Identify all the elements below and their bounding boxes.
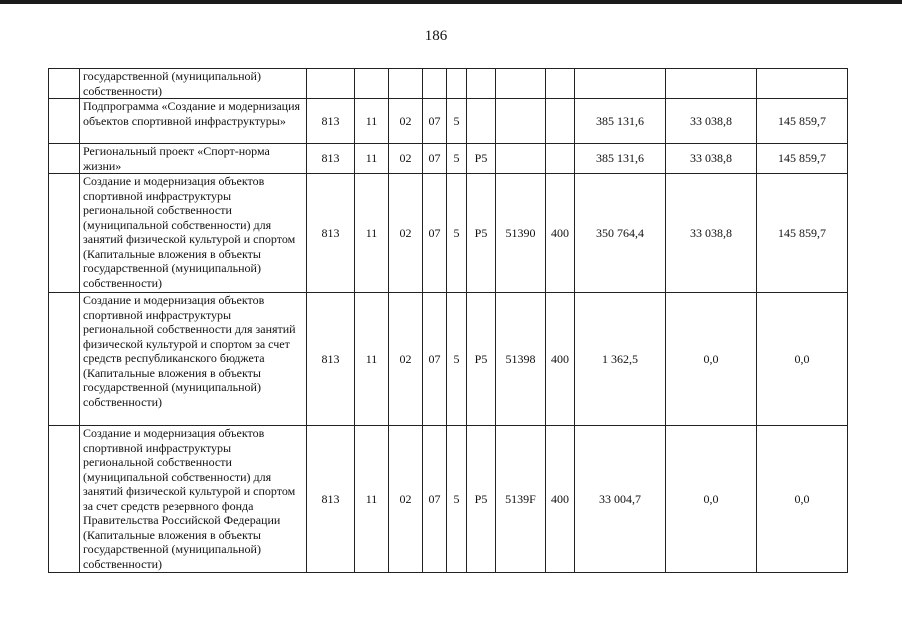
row-name: Подпрограмма «Создание и модернизация объектов спортивной инфраструктуры»: [80, 99, 307, 144]
row-name: Региональный проект «Спорт-норма жизни»: [80, 144, 307, 174]
pr-cell: 02: [389, 293, 423, 426]
gr-cell: 813: [307, 144, 355, 174]
sum2-cell: 0,0: [666, 426, 757, 573]
row-name: государственной (муниципальной) собственности): [80, 69, 307, 99]
page-number: 186: [424, 28, 448, 44]
rz-cell: 11: [355, 99, 389, 144]
table-row: [49, 293, 848, 426]
sum3-cell: 0,0: [757, 426, 848, 573]
row-name: Создание и модернизация объектов спортивной инфраструктуры региональной собственности для занятий физической культурой и спортом за счет средств республиканского бюджета (Капитальные вложения в объекты государственной (муниципальной) собственности): [80, 293, 307, 426]
sum3-cell: 145 859,7: [757, 99, 848, 144]
table-row: [49, 426, 848, 573]
blank-cell: [49, 293, 80, 426]
cs4-cell: 5139F: [496, 426, 546, 573]
sum2-cell: [666, 69, 757, 99]
cs1-cell: 07: [423, 293, 447, 426]
cs1-cell: 07: [423, 99, 447, 144]
vr-cell: [546, 144, 575, 174]
cs3-cell: P5: [467, 426, 496, 573]
cs1-cell: 07: [423, 174, 447, 293]
rz-cell: [355, 69, 389, 99]
pr-cell: [389, 69, 423, 99]
gr-cell: [307, 69, 355, 99]
blank-cell: [49, 144, 80, 174]
vr-cell: [546, 99, 575, 144]
cs4-cell: [496, 99, 546, 144]
pr-cell: 02: [389, 174, 423, 293]
sum3-cell: 0,0: [757, 293, 848, 426]
cs2-cell: 5: [447, 144, 467, 174]
cs2-cell: 5: [447, 99, 467, 144]
sum3-cell: 145 859,7: [757, 144, 848, 174]
sum2-cell: 0,0: [666, 293, 757, 426]
table-row: [49, 69, 848, 99]
cs3-cell: P5: [467, 144, 496, 174]
sum3-cell: [757, 69, 848, 99]
table-row: [49, 174, 848, 293]
top-rule: [0, 0, 902, 4]
table-row: [49, 99, 848, 144]
gr-cell: 813: [307, 174, 355, 293]
cs3-cell: P5: [467, 293, 496, 426]
gr-cell: 813: [307, 293, 355, 426]
cs2-cell: 5: [447, 174, 467, 293]
cs3-cell: [467, 99, 496, 144]
table-row: [49, 144, 848, 174]
sum1-cell: 385 131,6: [575, 99, 666, 144]
vr-cell: 400: [546, 426, 575, 573]
budget-table: [48, 68, 848, 573]
sum1-cell: 33 004,7: [575, 426, 666, 573]
rz-cell: 11: [355, 174, 389, 293]
blank-cell: [49, 99, 80, 144]
cs4-cell: 51390: [496, 174, 546, 293]
gr-cell: 813: [307, 426, 355, 573]
sum1-cell: 385 131,6: [575, 144, 666, 174]
sum2-cell: 33 038,8: [666, 144, 757, 174]
sum2-cell: 33 038,8: [666, 99, 757, 144]
sum2-cell: 33 038,8: [666, 174, 757, 293]
pr-cell: 02: [389, 144, 423, 174]
vr-cell: 400: [546, 174, 575, 293]
pr-cell: 02: [389, 426, 423, 573]
cs1-cell: [423, 69, 447, 99]
cs4-cell: [496, 144, 546, 174]
rz-cell: 11: [355, 293, 389, 426]
row-name: Создание и модернизация объектов спортивной инфраструктуры региональной собственности (муниципальной собственности) для занятий физической культурой и спортом (Капитальные вложения в объекты государственной (муниципальной) собственности): [80, 174, 307, 293]
cs3-cell: [467, 69, 496, 99]
rz-cell: 11: [355, 144, 389, 174]
cs4-cell: 51398: [496, 293, 546, 426]
row-name: Создание и модернизация объектов спортивной инфраструктуры региональной собственности (муниципальной собственности) для занятий физической культурой и спортом за счет средств резервного фонда Правительства Российской Федерации (Капитальные вложения в объекты государственной (муниципальной) собственности): [80, 426, 307, 573]
cs2-cell: [447, 69, 467, 99]
rz-cell: 11: [355, 426, 389, 573]
vr-cell: 400: [546, 293, 575, 426]
vr-cell: [546, 69, 575, 99]
blank-cell: [49, 174, 80, 293]
cs4-cell: [496, 69, 546, 99]
sum3-cell: 145 859,7: [757, 174, 848, 293]
sum1-cell: 1 362,5: [575, 293, 666, 426]
blank-cell: [49, 426, 80, 573]
sum1-cell: 350 764,4: [575, 174, 666, 293]
gr-cell: 813: [307, 99, 355, 144]
cs2-cell: 5: [447, 426, 467, 573]
cs1-cell: 07: [423, 426, 447, 573]
cs3-cell: P5: [467, 174, 496, 293]
pr-cell: 02: [389, 99, 423, 144]
cs1-cell: 07: [423, 144, 447, 174]
blank-cell: [49, 69, 80, 99]
cs2-cell: 5: [447, 293, 467, 426]
sum1-cell: [575, 69, 666, 99]
